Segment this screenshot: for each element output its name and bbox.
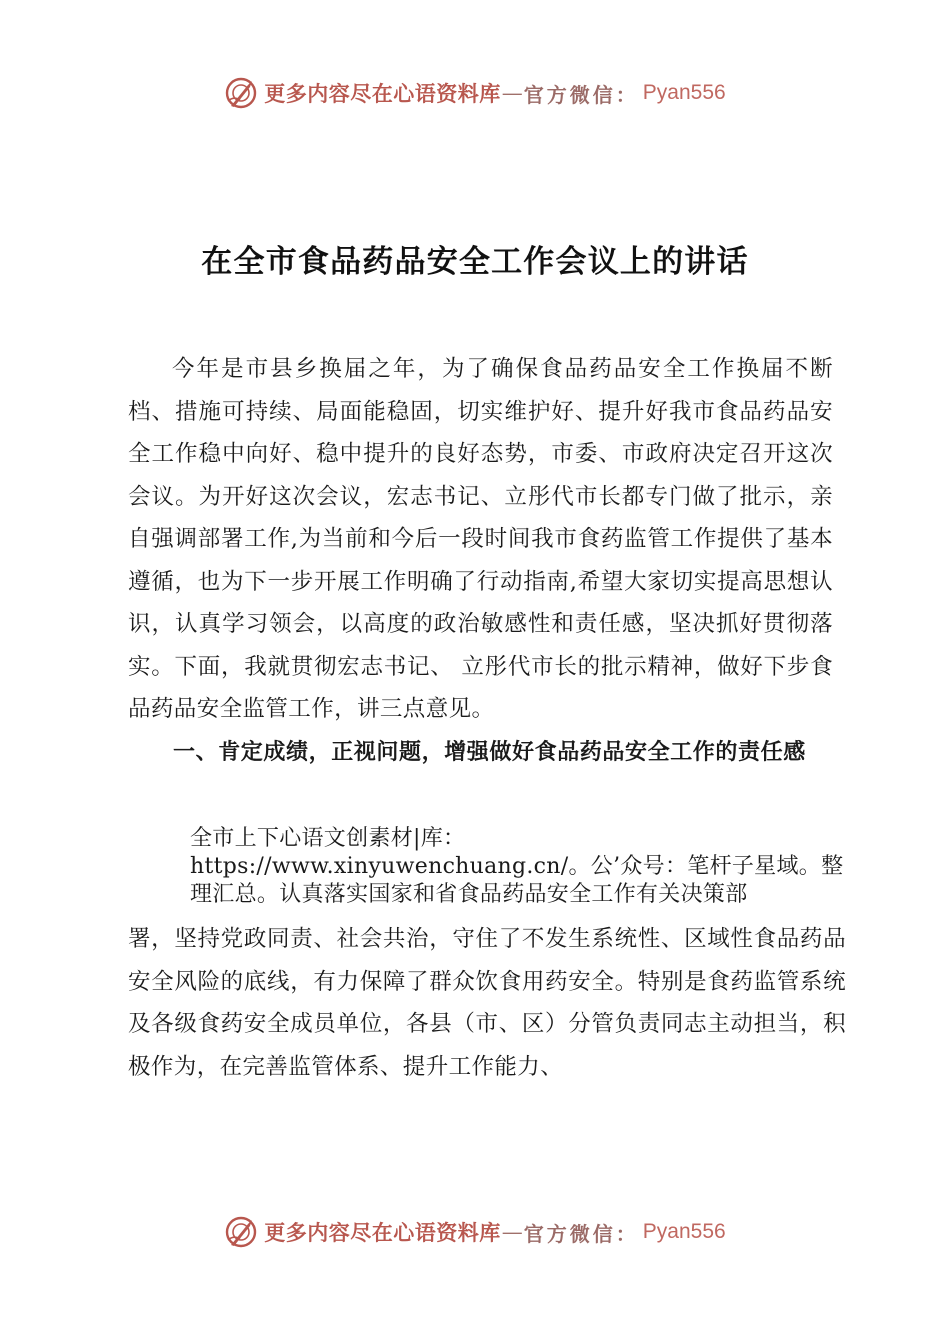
banner-wechat-id: Pyan556 bbox=[642, 81, 726, 104]
quill-pen-logo-icon bbox=[224, 1215, 258, 1249]
body-paragraph-2: 署，坚持党政同责、社会共治，守住了不发生系统性、区域性食品药品安全风险的底线，有力保障了群众饮食用药安全。特别是食药监管系统及各级食药安全成员单位，各县（市、区）分管负责同志主动担当，积极作为，在完善监管体系、提升工作能力、 bbox=[128, 926, 846, 1080]
section-heading-1: 一、肯定成绩，正视问题，增强做好食品药品安全工作的责任感 bbox=[173, 740, 806, 765]
banner-brand-text: 更多内容尽在心语资料库 bbox=[264, 81, 501, 106]
banner-wechat-id: Pyan556 bbox=[642, 1220, 726, 1243]
body-paragraph-1: 今年是市县乡换届之年，为了确保食品药品安全工作换届不断档、措施可持续、局面能稳固，切实维护好、提升好我市食品药品安全工作稳中向好、稳中提升的良好态势，市委、市政府决定召开这次会议。为开好这次会议，宏志书记、立彤代市长都专门做了批示，亲自强调部署工作,为当前和今后一段时间我市食药监管工作提供了基本遵循，也为下一步开展工作明确了行动指南,希望大家切实提高思想认识，认真学习领会，以高度的政治敏感性和责任感，坚决抓好贯彻落实。下面，我就贯彻宏志书记、 立彤代市长的批示精神，做好下步食品药品安全监管工作，讲三点意见。 bbox=[128, 356, 833, 722]
banner-brand-text: 更多内容尽在心语资料库 bbox=[264, 1220, 501, 1245]
footer-banner bbox=[0, 1212, 950, 1252]
header-banner bbox=[0, 73, 950, 113]
banner-wechat-label: 官方微信： bbox=[523, 1221, 639, 1246]
inserted-text-block: 全市上下心语文创素材|库：https://www.xinyuwenchuang.cn/。公’众号：笔杆子星域。整理汇总。认真落实国家和省食品药品安全工作有关决策部 bbox=[190, 826, 844, 907]
banner-dash: — bbox=[501, 81, 523, 105]
banner-wechat-label: 官方微信： bbox=[523, 82, 639, 107]
banner-dash: — bbox=[501, 1220, 523, 1244]
document-title: 在全市食品药品安全工作会议上的讲话 bbox=[201, 243, 749, 280]
quill-pen-logo-icon bbox=[224, 76, 258, 110]
